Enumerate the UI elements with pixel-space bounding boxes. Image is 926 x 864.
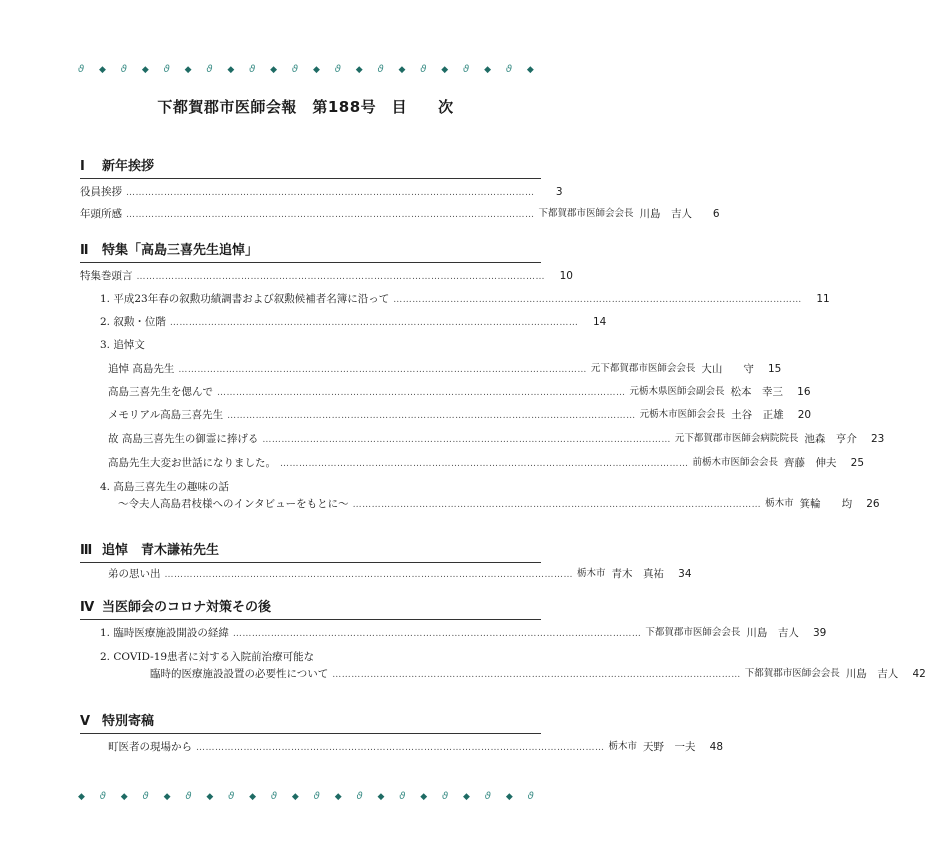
swirl-ornament-icon: ϑ <box>270 791 278 802</box>
dot-leader: ………………………………………………………………………………………………………………… <box>126 188 535 198</box>
entry-title: 弟の思い出 <box>108 568 161 580</box>
toc-entry[interactable] <box>108 455 865 471</box>
swirl-ornament-icon: ϑ <box>78 64 85 75</box>
author-name: 箕輪 均 <box>799 498 853 510</box>
page-number: 3 <box>555 186 563 198</box>
entry-title: 1. 臨時医療施設開設の経緯 <box>100 627 229 639</box>
toc-entry[interactable] <box>80 184 563 200</box>
author-name: 青木 真祐 <box>611 568 665 580</box>
swirl-ornament-icon: ϑ <box>420 64 427 75</box>
swirl-ornament-icon: ϑ <box>505 64 513 75</box>
bottom-decorative-border <box>78 790 534 804</box>
page-number: 34 <box>678 568 692 580</box>
entry-title: 1. 平成23年春の叙勲功績調書および叙勲候補者名簿に沿って <box>100 293 390 305</box>
swirl-ornament-icon: ϑ <box>206 64 213 75</box>
diamond-ornament-icon: ◆ <box>312 65 320 75</box>
dot-leader: ………………………………………………………………………………………………………………… <box>164 570 573 580</box>
dot-leader: ………………………………………………………………………………………………………………… <box>178 365 587 375</box>
swirl-ornament-icon: ϑ <box>527 791 534 802</box>
author-name: 川島 吉人 <box>845 668 899 680</box>
dot-leader: ………………………………………………………………………………………………………………… <box>169 318 579 328</box>
section-heading <box>80 241 540 261</box>
dot-leader: ………………………………………………………………………………………………………………… <box>332 670 741 680</box>
entry-title: 町医者の現場から <box>108 741 192 753</box>
page-number: 11 <box>816 293 830 305</box>
author-affiliation: 前栃木市医師会会長 <box>692 457 779 468</box>
diamond-ornament-icon: ◆ <box>463 792 470 802</box>
diamond-ornament-icon: ◆ <box>163 792 171 802</box>
page-title: 下都賀郡市医師会報 第188号 目 次 <box>157 98 454 116</box>
page-number: 14 <box>592 316 607 328</box>
section-title: 当医師会のコロナ対策その後 <box>102 600 272 615</box>
section-heading <box>80 541 540 561</box>
toc-entry[interactable] <box>80 206 720 222</box>
diamond-ornament-icon: ◆ <box>420 792 428 802</box>
author-name: 川島 吉人 <box>746 627 799 639</box>
dot-leader: ………………………………………………………………………………………………………………… <box>227 411 636 421</box>
swirl-ornament-icon: ϑ <box>356 791 363 802</box>
author-name: 松本 幸三 <box>730 386 784 398</box>
swirl-ornament-icon: ϑ <box>313 791 320 802</box>
entry-title: 2. 叙勲・位階 <box>100 316 166 328</box>
dot-leader: ………………………………………………………………………………………………………………… <box>232 629 642 639</box>
swirl-ornament-icon: ϑ <box>228 791 235 802</box>
section-number: Ⅱ <box>80 243 89 258</box>
section-divider <box>80 619 541 620</box>
diamond-ornament-icon: ◆ <box>78 792 85 802</box>
dot-leader: ………………………………………………………………………………………………………………… <box>393 295 802 305</box>
toc-entry[interactable] <box>108 739 724 755</box>
author-affiliation: 栃木市 <box>765 498 794 509</box>
page-number: 48 <box>709 741 724 753</box>
diamond-ornament-icon: ◆ <box>398 65 406 75</box>
entry-title: 役員挨拶 <box>80 186 122 198</box>
diamond-ornament-icon: ◆ <box>120 792 128 802</box>
author-affiliation: 元下都賀郡市医師会病院院長 <box>674 433 799 444</box>
toc-entry[interactable] <box>108 407 812 423</box>
diamond-ornament-icon: ◆ <box>99 65 106 75</box>
author-affiliation: 下都賀郡市医師会会長 <box>538 208 634 219</box>
author-affiliation: 元下都賀郡市医師会会長 <box>590 363 696 374</box>
page-number: 15 <box>767 363 782 375</box>
page-number: 10 <box>559 270 573 282</box>
section-heading <box>80 712 540 732</box>
toc-entry[interactable] <box>80 268 573 284</box>
toc-entry[interactable] <box>108 566 692 582</box>
section-number: Ⅴ <box>80 714 91 729</box>
author-affiliation: 栃木市 <box>608 741 638 752</box>
entry-title: ～令夫人高島君枝様へのインタビューをもとに～ <box>118 498 349 510</box>
dot-leader: ………………………………………………………………………………………………………………… <box>136 272 545 282</box>
swirl-ornament-icon: ϑ <box>399 791 406 802</box>
entry-title: 高島三喜先生を偲んで <box>108 386 213 398</box>
diamond-ornament-icon: ◆ <box>441 65 449 75</box>
swirl-ornament-icon: ϑ <box>484 791 491 802</box>
entry-title: 故 高島三喜先生の御霊に捧げる <box>108 433 259 445</box>
section-heading <box>80 157 540 177</box>
author-affiliation: 下都賀郡市医師会会長 <box>744 668 840 679</box>
diamond-ornament-icon: ◆ <box>334 792 342 802</box>
page-number: 26 <box>866 498 880 510</box>
author-affiliation: 元栃木市医師会会長 <box>639 409 726 420</box>
entry-title: メモリアル高島三喜先生 <box>108 409 224 421</box>
section-title: 追悼 青木謙祐先生 <box>102 543 220 558</box>
dot-leader: ………………………………………………………………………………………………………………… <box>126 210 535 220</box>
diamond-ornament-icon: ◆ <box>249 792 257 802</box>
toc-entry[interactable] <box>108 431 885 447</box>
section-number: Ⅰ <box>80 159 85 174</box>
entry-title: 追悼 高島先生 <box>108 363 175 375</box>
section-divider <box>80 178 541 179</box>
page-number: 42 <box>912 668 926 680</box>
swirl-ornament-icon: ϑ <box>120 64 127 75</box>
section-divider <box>80 733 541 734</box>
top-decorative-border <box>78 63 534 77</box>
toc-entry[interactable] <box>100 314 607 330</box>
diamond-ornament-icon: ◆ <box>526 65 534 75</box>
page-number: 6 <box>712 208 720 220</box>
page-number: 39 <box>813 627 827 639</box>
author-name: 齊藤 伸夫 <box>784 457 837 469</box>
author-name: 池森 亨介 <box>804 433 857 445</box>
entry-title: 年頭所感 <box>80 208 122 220</box>
diamond-ornament-icon: ◆ <box>141 65 149 75</box>
section-divider <box>80 262 541 263</box>
diamond-ornament-icon: ◆ <box>355 65 363 75</box>
author-name: 大山 守 <box>701 363 754 375</box>
diamond-ornament-icon: ◆ <box>270 65 278 75</box>
diamond-ornament-icon: ◆ <box>291 792 299 802</box>
section-number: Ⅳ <box>80 600 95 615</box>
entry-title: 特集巻頭言 <box>80 270 133 282</box>
toc-entry[interactable] <box>108 384 811 400</box>
diamond-ornament-icon: ◆ <box>227 65 235 75</box>
swirl-ornament-icon: ϑ <box>99 791 106 802</box>
swirl-ornament-icon: ϑ <box>463 64 470 75</box>
toc-entry[interactable] <box>150 666 926 682</box>
dot-leader: ………………………………………………………………………………………………………………… <box>262 435 671 445</box>
swirl-ornament-icon: ϑ <box>185 791 192 802</box>
diamond-ornament-icon: ◆ <box>484 65 491 75</box>
section-title: 特別寄稿 <box>102 714 155 729</box>
section-heading <box>80 598 540 618</box>
author-affiliation: 元栃木県医師会副会長 <box>629 386 725 397</box>
swirl-ornament-icon: ϑ <box>163 64 170 75</box>
page-number: 23 <box>870 433 885 445</box>
author-name: 天野 一夫 <box>643 741 696 753</box>
swirl-ornament-icon: ϑ <box>249 64 256 75</box>
author-name: 土谷 正雄 <box>731 409 784 421</box>
author-affiliation: 栃木市 <box>577 568 606 579</box>
diamond-ornament-icon: ◆ <box>184 65 192 75</box>
swirl-ornament-icon: ϑ <box>442 791 449 802</box>
swirl-ornament-icon: ϑ <box>377 64 384 75</box>
entry-title: 臨時的医療施設設置の必要性について <box>150 668 329 680</box>
toc-entry[interactable] <box>118 496 880 512</box>
diamond-ornament-icon: ◆ <box>206 792 214 802</box>
dot-leader: ………………………………………………………………………………………………………………… <box>196 743 605 753</box>
toc-entry[interactable] <box>100 625 827 641</box>
diamond-ornament-icon: ◆ <box>505 792 513 802</box>
toc-subheading: 3. 追悼文 <box>100 339 145 351</box>
swirl-ornament-icon: ϑ <box>334 64 341 75</box>
page-number: 20 <box>797 409 812 421</box>
toc-subheading: 4. 高島三喜先生の趣味の話 <box>100 481 229 493</box>
page-number: 25 <box>850 457 865 469</box>
section-number: Ⅲ <box>80 543 93 558</box>
author-name: 川島 吉人 <box>639 208 693 220</box>
section-title: 新年挨拶 <box>102 159 155 174</box>
dot-leader: ………………………………………………………………………………………………………………… <box>280 459 689 469</box>
swirl-ornament-icon: ϑ <box>291 64 299 75</box>
section-divider <box>80 562 541 563</box>
section-title: 特集「高島三喜先生追悼」 <box>102 243 259 258</box>
page-number: 16 <box>797 386 811 398</box>
swirl-ornament-icon: ϑ <box>142 791 149 802</box>
dot-leader: ………………………………………………………………………………………………………………… <box>352 500 762 510</box>
toc-entry[interactable] <box>108 361 782 377</box>
toc-subheading: 2. COVID-19患者に対する入院前治療可能な <box>100 651 315 663</box>
entry-title: 高島先生大変お世話になりました。 <box>108 457 276 469</box>
author-affiliation: 下都賀郡市医師会会長 <box>645 627 741 638</box>
toc-entry[interactable] <box>100 291 830 307</box>
dot-leader: ………………………………………………………………………………………………………………… <box>217 388 626 398</box>
diamond-ornament-icon: ◆ <box>377 792 385 802</box>
